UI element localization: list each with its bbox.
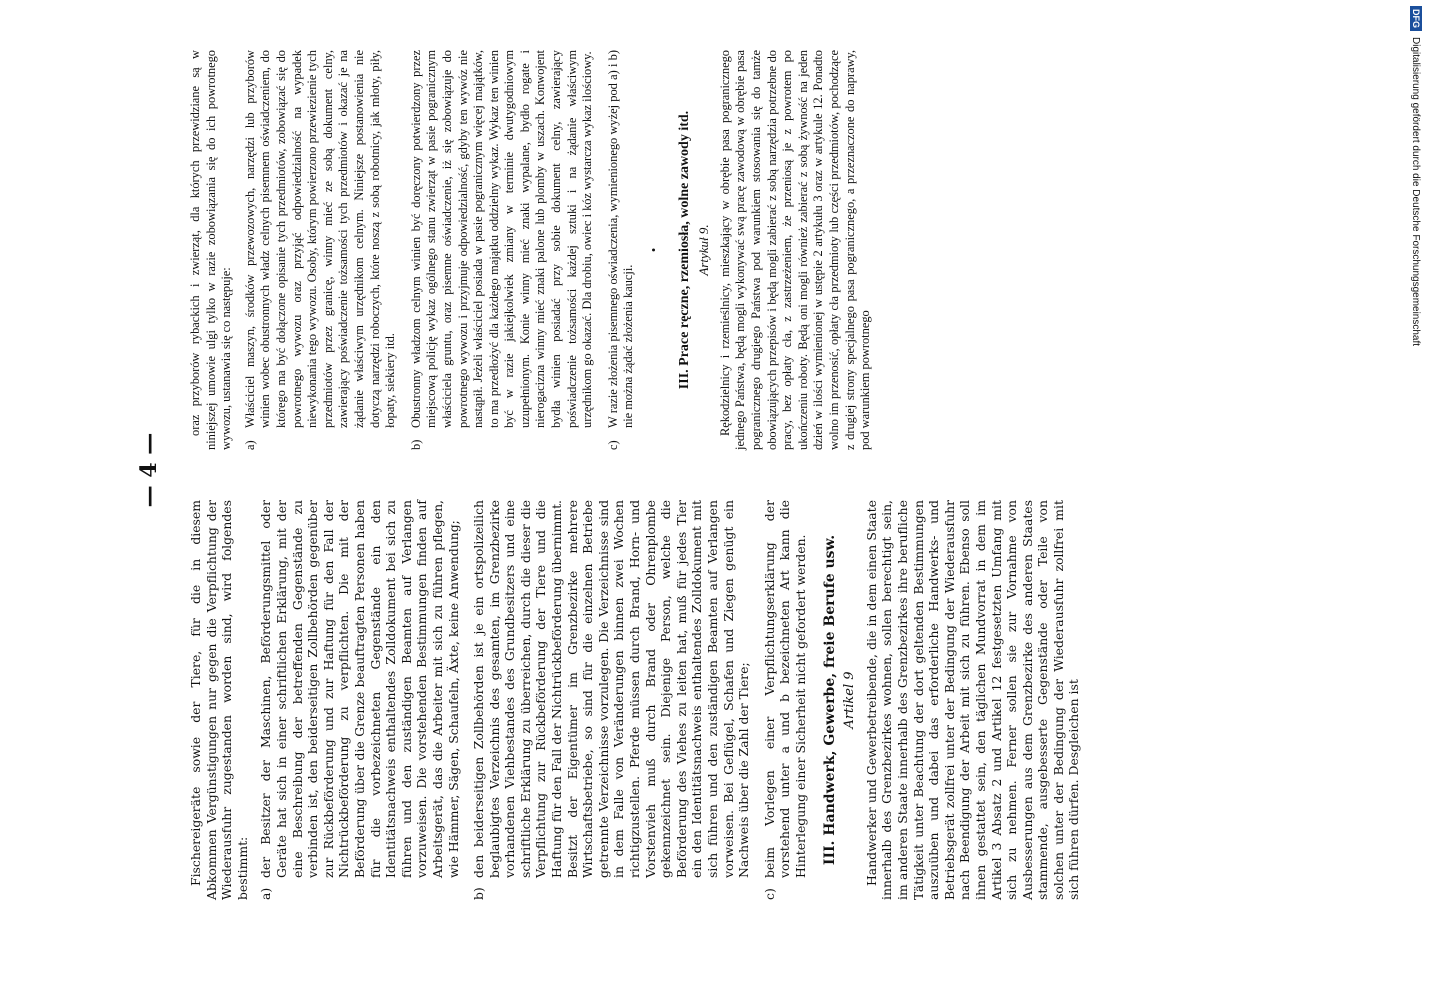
polish-item-c [606, 50, 637, 450]
item-mark: b) [408, 439, 423, 450]
polish-section-heading: III. Prace ręczne, rzemiosła, wolne zawody itd. [676, 110, 692, 390]
polish-article-text: Rękodzielnicy i rzemieślnicy, mieszkający w obrębie pasa pogranicznego jednego Państwa, będą mogli wykonywać swą pracę zawodową w obrębie pasa pogranicznego drugiego Państwa pod warunkiem stosowania się do tamże obowiązujących przepisów i będą mogli zabierać z sobą narzędzia potrzebne do pracy, bez opłaty cła, z zastrzeżeniem, że przeniosą je z powrotem po ukończeniu roboty. Będą oni mogli również zabierać z sobą żywność na jeden dzień w ilości wymienionej w ustępie 2 artykułu 3 oraz w artykule 12. Ponadto wolno im przenosić, opłaty cła przedmioty lub części przedmiotów, pochodzące z drugiej strony specjalnego pasa pogranicznego, a przeznaczone do naprawy, pod warunkiem powrotnego [717, 50, 873, 450]
german-item-a [258, 500, 461, 900]
german-section-heading: III. Handwerk, Gewerbe, freie Berufe usw. [821, 534, 838, 866]
german-article-text: Handwerker und Gewerbetreibende, die in dem einen Staate innerhalb des Grenzbezirkes wohnen, sollen berechtigt sein, im anderen Staate innerhalb des Grenzbezirkes ihre berufliche Tätigkeit unter Beachtung der dort geltenden Bestimmungen auszuüben und dabei das erforderliche Handwerks- und Betriebsgerät zollfrei unter der Bedingung der Wiederausfuhr nach Beendigung der Arbeit mit sich zu führen. Ebenso soll ihnen gestattet sein, den täglichen Mundvorrat in dem im Artikel 3 Absatz 2 und Artikel 12 festgesetzten Umfang mit sich zu nehmen. Ferner sollen sie zur Vornahme von Ausbesserungen aus dem Grenzbezirke des anderen Staates stammende, ausgebesserte Gegenstände oder Teile von solchen unter der Bedingung der Wiederausfuhr zollfrei mit sich führen dürfen. Desgleichen ist [863, 500, 1082, 900]
german-column [188, 500, 1090, 900]
polish-item-a [243, 50, 399, 450]
german-item-c [762, 500, 809, 900]
german-item-b [471, 500, 752, 900]
dfg-logo: DFG [1410, 6, 1422, 31]
item-text: Właściciel maszyn, środków przewozowych, narzędzi lub przyborów winien wobec obustronnych władz celnych pisemnem oświadczeniem, do którego ma być dołączone opisanie tych przedmiotów, zobowiązać się do powrotnego wywozu oraz przyjąć odpowiedzialność na wypadek niewykonania tego wywozu. Osoby, którym powierzono przewiezienie tych przedmiotów przez granicę, winny mieć ze sobą dokument celny, zawierający poświadczenie tożsamości tych przedmiotów i okazać je na żądanie właściwym urzędnikom celnym. Niniejsze postanowienia nie dotyczą narzędzi roboczych, które noszą z sobą robotnicy, jak młoty, piły, łopaty, siekiery itd. [242, 50, 398, 428]
item-mark: a) [258, 887, 274, 900]
item-text: beim Vorlegen einer Verpflichtungserklärung der vorstehend unter a und b bezeichneten Art kann die Hinterlegung einer Sicherheit nicht gefordert werden. [761, 500, 808, 878]
polish-article-title: Artykuł 9. [696, 224, 712, 276]
document-page [128, 30, 1428, 910]
item-mark: c) [761, 888, 777, 900]
polish-item-b [409, 50, 596, 450]
item-text: W razie złożenia pisemnego oświadczenia, wymienionego wyżej pod a) i b) nie można żądać złożenia kaucji. [605, 50, 636, 428]
digitization-note: Digitalisierung gefördert durch die Deutsche Forschungsgemeinschaft [1410, 37, 1422, 347]
bullet-dot: • [647, 247, 662, 253]
item-mark: c) [605, 440, 620, 450]
polish-column [188, 50, 882, 450]
item-mark: b) [471, 887, 487, 900]
german-intro: Fischereigeräte sowie der Tiere, für die in diesem Abkommen Vergünstigungen nur gegen die Verpflichtung der Wiederausfuhr zugestanden worden sind, wird folgendes bestimmt: [188, 500, 250, 900]
item-text: den beiderseitigen Zollbehörden ist je ein ortspolizeilich beglaubigtes Verzeichnis des gesamten, im Grenzbezirke vorhandenen Viehbestandes des Grundbesitzers und eine schriftliche Erklärung zu überreichen, durch die dieser die Verpflichtung zur Rückbeförderung der Tiere und die Haftung für den Fall der Nichtrückbeförderung übernimmt. Besitzt der Eigentümer im Grenzbezirke mehrere Wirtschaftsbetriebe, so sind für die einzelnen Betriebe getrennte Verzeichnisse vorzulegen. Die Verzeichnisse sind in dem Falle von Veränderungen binnen zwei Wochen richtigzustellen. Pferde müssen durch Brand, Horn- und Vorstenvieh muß durch Brand oder Ohrenplombe gekennzeichnet sein. Diejenige Person, welche die Beförderung des Viehes zu leiten hat, muß für jedes Tier ein den Identitätsnachweis enthaltendes Zolldokument mit sich führen und den zuständigen Beamten auf Verlangen vorweisen. Bei Geflügel, Schafen und Ziegen genügt ein Nachweis über die Zahl der Tiere; [471, 500, 752, 878]
item-text: Obustronny władzom celnym winien być doręczony potwierdzony przez miejscową policję wykaz ogólnego stanu zwierząt w pasie pogranicznym właściciela gruntu, oraz pisemne oświadczenie, iż się zobowiązuje do powrotnego wywozu i przyjmuje odpowiedzialność, gdyby ten wywóz nie nastąpił. Jeżeli właściciel posiada w pasie pogranicznym więcej majątków, to ma przedłożyć dla każdego majątku oddzielny wykaz. Wykaz ten winien być w razie jakiejkolwiek zmiany w terminie dwutygodniowym uzupełnionym. Konie winny mieć znaki wypalane, bydło rogate i nierogacizna winny mieć znaki palone lub plomby w uszach. Konwojent bydła winien posiadać przy sobie dokument celny, zawierający poświadczenie tożsamości każdej sztuki i na żądanie właściwym urzędnikom go okazać. Dla drobiu, owiec i kóz wystarcza wykaz ilościowy. [408, 50, 595, 428]
digitization-strip [1410, 6, 1434, 996]
page-number: — 4 — [136, 432, 162, 508]
item-mark: a) [242, 440, 257, 450]
german-article-title: Artikel 9 [842, 671, 858, 729]
polish-intro: oraz przyborów rybackich i zwierząt, dla których przewidziane są w niniejszej umowie ulgi tylko w razie zobowiązania się do ich powrotnego wywozu, ustanawia się co następuje: [188, 50, 234, 450]
item-text: der Besitzer der Maschinen, Beförderungsmittel oder Geräte hat sich in einer schriftlichen Erklärung, mit der eine Beschreibung der betreffenden Gegenstände zu verbinden ist, den beiderseitigen Zollbehörden gegenüber zur Rückbeförderung und zur Haftung für den Fall der Nichtrückbeförderung zu verpflichten. Die mit der Beförderung über die Grenze beauftragten Personen haben für die vorbezeichneten Gegenstände ein den Identitätsnachweis enthaltendes Zolldokument bei sich zu führen und den zuständigen Beamten auf Verlangen vorzuweisen. Die vorstehenden Bestimmungen finden auf Arbeitsgerät, das die Arbeiter mit sich zu führen pflegen, wie Hämmer, Sägen, Schaufeln, Äxte, keine Anwendung; [258, 500, 461, 878]
